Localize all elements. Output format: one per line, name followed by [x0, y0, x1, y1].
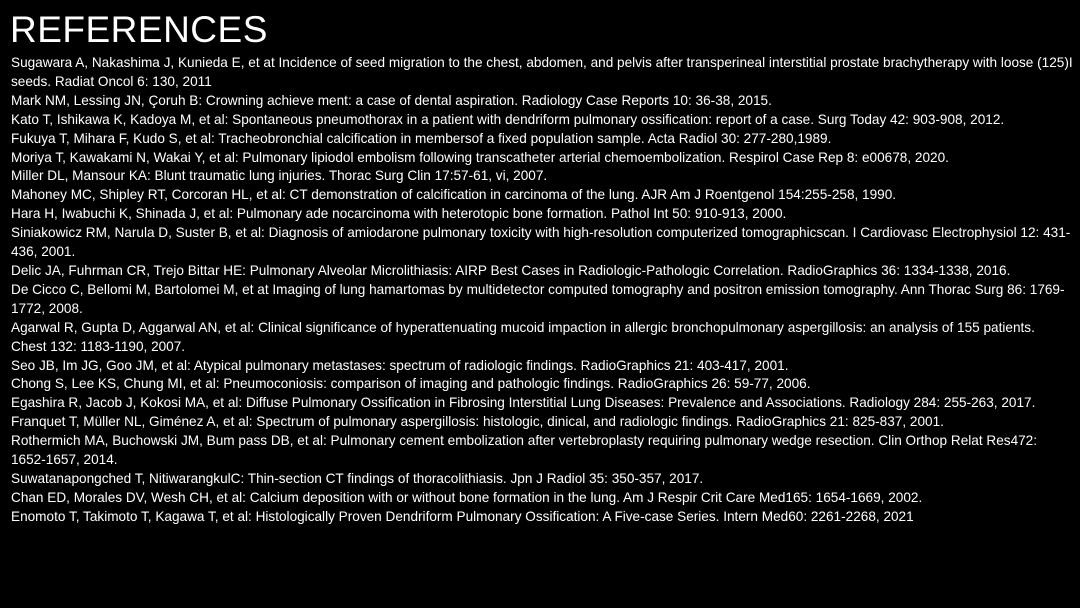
reference-item: Agarwal R, Gupta D, Aggarwal AN, et al: Clinical significance of hyperattenuating mucoid impaction in allergic bronchopulmonary aspergillosis: an analysis of 155 patients. Chest 132: 1183-1190, 2007. [11, 319, 1035, 354]
reference-item: Egashira R, Jacob J, Kokosi MA, et al: Diffuse Pulmonary Ossification in Fibrosing Interstitial Lung Diseases: Prevalence and Associations. Radiology 284: 255-263, 2017. [11, 395, 1036, 411]
reference-item: Seo JB, Im JG, Goo JM, et al: Atypical pulmonary metastases: spectrum of radiologic findings. RadioGraphics 21: 403-417, 2001. [11, 357, 789, 373]
reference-item: Suwatanapongched T, NitiwarangkulC: Thin-section CT findings of thoracolithiasis. Jpn J Radiol 35: 350-357, 2017. [11, 470, 704, 486]
reference-item: Rothermich MA, Buchowski JM, Bum pass DB, et al: Pulmonary cement embolization after vertebroplasty requiring pulmonary wedge resection. Clin Orthop Relat Res472: 1652-1657, 2014. [11, 433, 1038, 468]
reference-item: Sugawara A, Nakashima J, Kunieda E, et at Incidence of seed migration to the chest, abdomen, and pelvis after transperineal interstitial prostate brachytherapy with loose (125)I seeds. Radiat Oncol 6: 130, 2011 [11, 55, 1073, 89]
reference-item: Mark NM, Lessing JN, Çoruh B: Crowning achieve ment: a case of dental aspiration. Radiology Case Reports 10: 36-38, 2015. [11, 92, 772, 108]
reference-item: Chan ED, Morales DV, Wesh CH, et al: Calcium deposition with or without bone formation in the lung. Am J Respir Crit Care Med165: 1654-1669, 2002. [11, 489, 923, 505]
reference-item: Delic JA, Fuhrman CR, Trejo Bittar HE: Pulmonary Alveolar Microlithiasis: AIRP Best Cases in Radiologic-Pathologic Correlation. RadioGraphics 36: 1334-1338, 2016. [11, 262, 1011, 278]
reference-item: Moriya T, Kawakami N, Wakai Y, et al: Pulmonary lipiodol embolism following transcatheter arterial chemoembolization. Respirol Case Rep 8: e00678, 2020. [11, 149, 949, 165]
reference-item: Franquet T, Müller NL, Giménez A, et al: Spectrum of pulmonary aspergillosis: histologic, dinical, and radiologic findings. RadioGraphics 21: 825-837, 2001. [11, 414, 944, 430]
reference-item: Mahoney MC, Shipley RT, Corcoran HL, et al: CT demonstration of calcification in carcinoma of the lung. AJR Am J Roentgenol 154:255-258, 1990. [11, 187, 897, 203]
page-title: REFERENCES [10, 9, 268, 50]
reference-item: Kato T, Ishikawa K, Kadoya M, et al: Spontaneous pneumothorax in a patient with dendriform pulmonary ossification: report of a case. Surg Today 42: 903-908, 2012. [11, 111, 1005, 127]
reference-item: Siniakowicz RM, Narula D, Suster B, et al: Diagnosis of amiodarone pulmonary toxicity with high-resolution computerized tomographicscan. I Cardiovasc Electrophysiol 12: 431-436, 2001. [11, 225, 1071, 260]
reference-list [11, 54, 1073, 527]
reference-item: Fukuya T, Mihara F, Kudo S, et al: Tracheobronchial calcification in membersof a fixed population sample. Acta Radiol 30: 277-280,1989. [11, 130, 832, 146]
reference-item: De Cicco C, Bellomi M, Bartolomei M, et at Imaging of lung hamartomas by multidetector computed tomography and positron emission tomography. Ann Thorac Surg 86: 1769-1772, 2008. [11, 281, 1065, 316]
reference-item: Miller DL, Mansour KA: Blunt traumatic lung injuries. Thorac Surg Clin 17:57-61, vi, 2007. [11, 168, 548, 184]
reference-item: Chong S, Lee KS, Chung MI, et al: Pneumoconiosis: comparison of imaging and pathologic findings. RadioGraphics 26: 59-77, 2006. [11, 376, 811, 392]
reference-item: Enomoto T, Takimoto T, Kagawa T, et al: Histologically Proven Dendriform Pulmonary Ossification: A Five-case Series. Intern Med60: 2261-2268, 2021 [11, 508, 914, 524]
reference-item: Hara H, Iwabuchi K, Shinada J, et al: Pulmonary ade nocarcinoma with heterotopic bone formation. Pathol Int 50: 910-913, 2000. [11, 206, 787, 222]
